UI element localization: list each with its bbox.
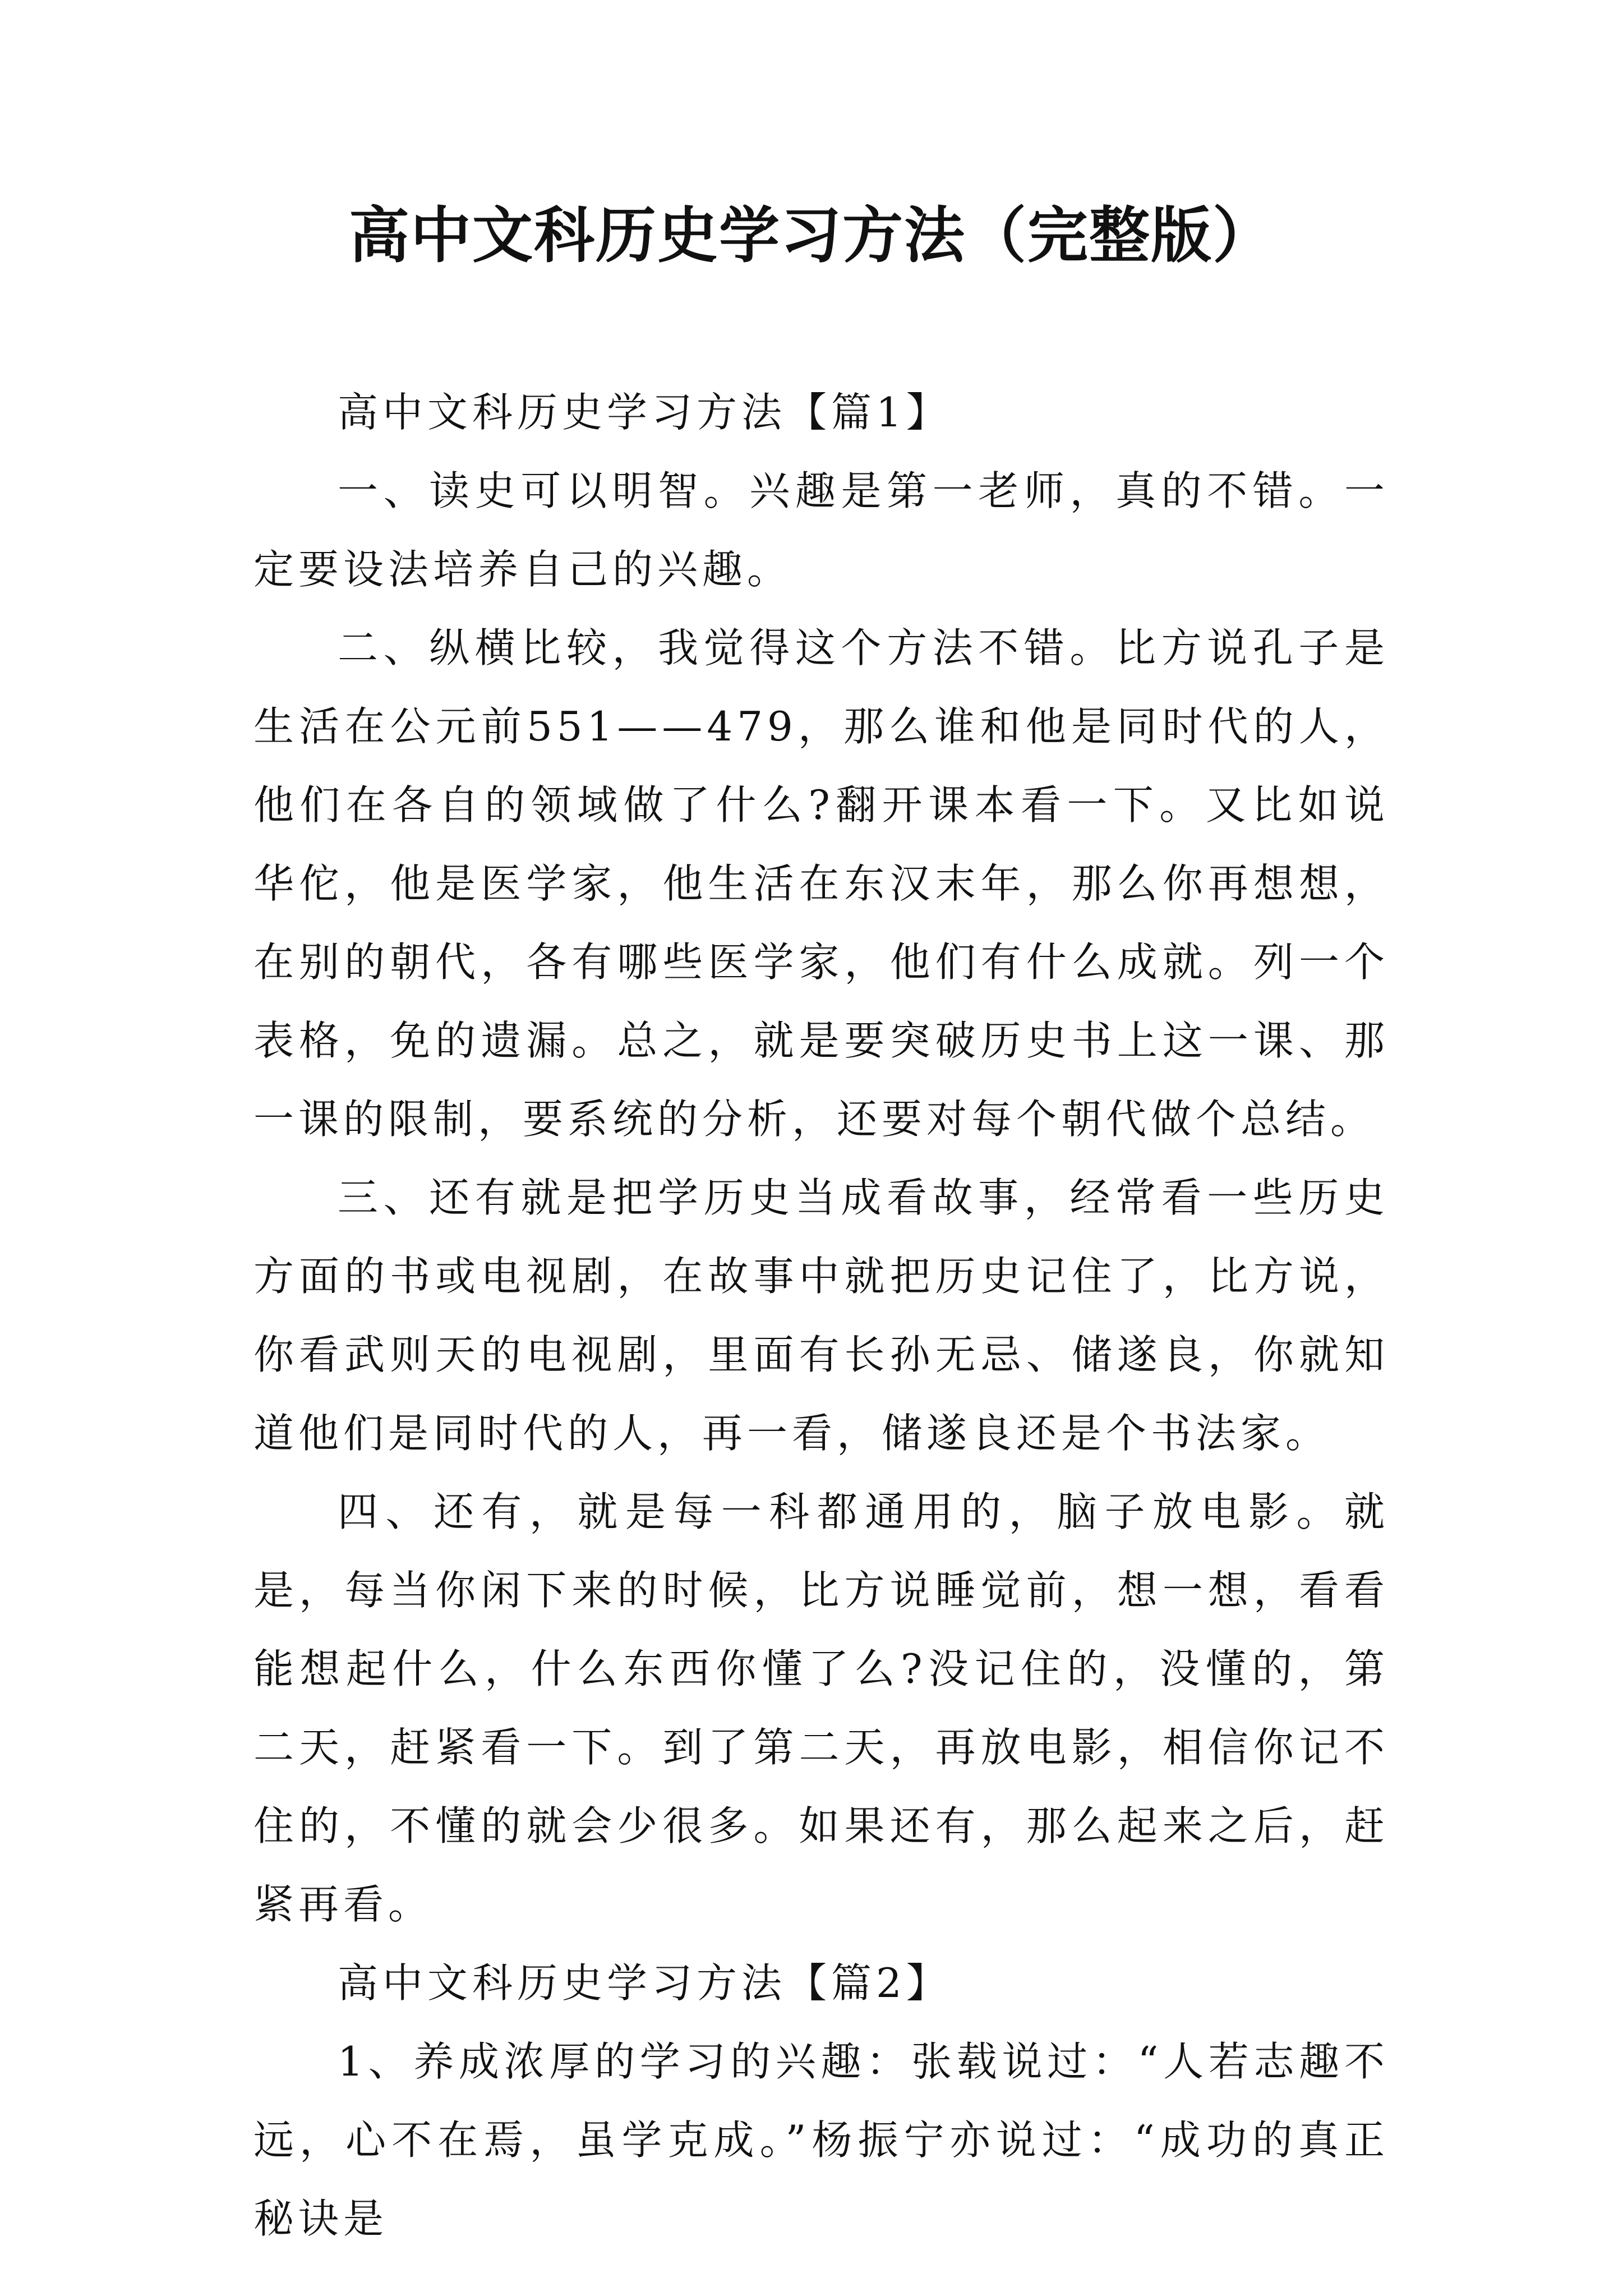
paragraph-3: 三、还有就是把学历史当成看故事，经常看一些历史方面的书或电视剧，在故事中就把历史记住了，比方说，你看武则天的电视剧，里面有长孙无忌、储遂良，你就知道他们是同时代的人，再一看，储遂良还是个书法家。 — [253, 1174, 1389, 1457]
document-body — [253, 373, 1389, 2258]
section-heading-2: 高中文科历史学习方法【篇2】 — [338, 1959, 951, 2007]
paragraph-1: 一、读史可以明智。兴趣是第一老师，真的不错。一定要设法培养自己的兴趣。 — [253, 467, 1389, 593]
paragraph-5: 1、养成浓厚的学习的兴趣：张载说过：“人若志趣不远，心不在焉，虽学克成。”杨振宁亦说过：“成功的真正秘诀是 — [253, 2038, 1389, 2242]
paragraph-2: 二、纵横比较，我觉得这个方法不错。比方说孔子是生活在公元前551——479，那么谁和他是同时代的人，他们在各自的领域做了什么?翻开课本看一下。又比如说华佗，他是医学家，他生活在东汉末年，那么你再想想，在别的朝代，各有哪些医学家，他们有什么成就。列一个表格，免的遗漏。总之，就是要突破历史书上这一课、那一课的限制，要系统的分析，还要对每个朝代做个总结。 — [253, 624, 1389, 1143]
section-heading-1: 高中文科历史学习方法【篇1】 — [338, 389, 951, 436]
paragraph-4: 四、还有，就是每一科都通用的，脑子放电影。就是，每当你闲下来的时候，比方说睡觉前，想一想，看看能想起什么，什么东西你懂了么?没记住的，没懂的，第二天，赶紧看一下。到了第二天，再放电影，相信你记不住的，不懂的就会少很多。如果还有，那么起来之后，赶紧再看。 — [253, 1488, 1389, 1928]
document-title: 高中文科历史学习方法（完整版） — [348, 200, 1274, 271]
